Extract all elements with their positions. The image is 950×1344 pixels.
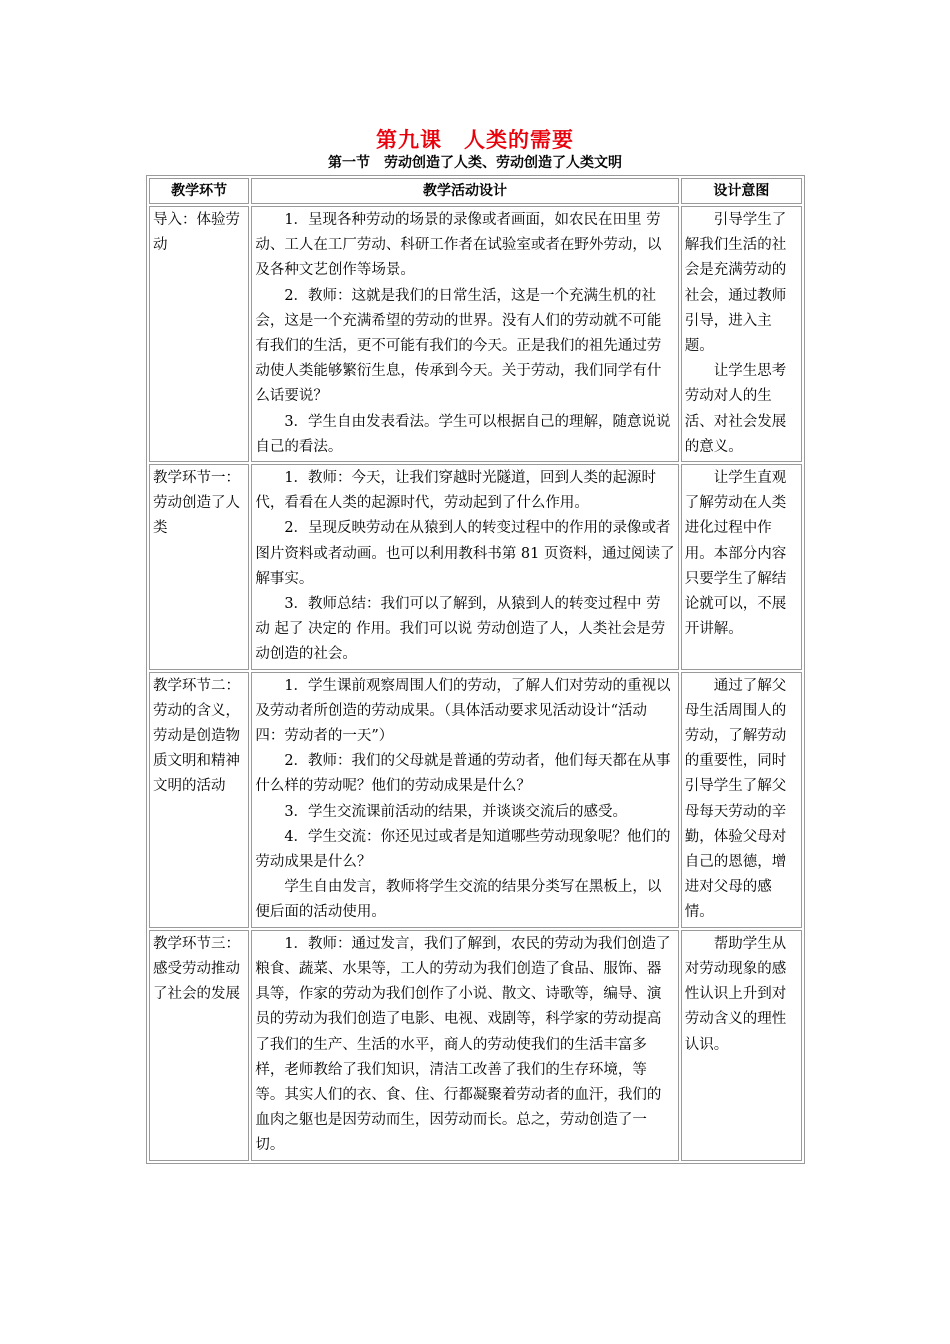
activity-paragraph: 3．学生自由发表看法。学生可以根据自己的理解，随意说说自己的看法。: [255, 413, 671, 455]
header-stage: 教学环节: [149, 178, 249, 204]
activities-cell: [251, 930, 678, 1161]
table-row: [149, 672, 802, 928]
table-header-row: [149, 178, 802, 204]
intent-paragraph: 通过了解父母生活周围人的劳动，了解劳动的重要性，同时引导学生了解父母每天劳动的辛勤，体验父母对自己的恩德，增进对父母的感情。: [684, 677, 787, 921]
activities-cell: [251, 672, 678, 928]
intent-paragraph: 让学生思考劳动对人的生活、对社会发展的意义。: [684, 363, 787, 455]
activity-paragraph: 4．学生交流：你还见过或者是知道哪些劳动现象呢？他们的劳动成果是什么？: [255, 828, 671, 871]
lesson-title: 第九课 人类的需要: [376, 128, 574, 152]
activity-paragraph: 1．教师：今天，让我们穿越时光隧道，回到人类的起源时代，看看在人类的起源时代，劳动起到了什么作用。: [255, 470, 657, 512]
stage-cell: 导入：体验劳动: [149, 206, 249, 462]
intent-cell: [681, 206, 802, 462]
lesson-plan-table: [146, 175, 805, 1164]
section-subtitle: 第一节 劳动创造了人类、劳动创造了人类文明: [328, 155, 622, 171]
activity-paragraph: 2．教师：我们的父母就是普通的劳动者，他们每天都在从事什么样的劳动呢？他们的劳动成果是什么？: [255, 753, 671, 795]
activity-paragraph: 3．教师总结：我们可以了解到，从猿到人的转变过程中 劳动 起了 决定的 作用。我们可以说 劳动创造了人，人类社会是劳动创造的社会。: [255, 596, 666, 663]
stage-cell: 教学环节二：劳动的含义，劳动是创造物质文明和精神文明的活动: [149, 672, 249, 928]
stage-cell: 教学环节一：劳动创造了人类: [149, 464, 249, 670]
activity-paragraph: 1．呈现各种劳动的场景的录像或者画面，如农民在田里 劳动、工人在工厂劳动、科研工作者在试验室或者在野外劳动，以及各种文艺创作等场景。: [255, 212, 662, 279]
stage-cell: 教学环节三：感受劳动推动了社会的发展: [149, 930, 249, 1161]
table-row: [149, 206, 802, 462]
header-activities: 教学活动设计: [251, 178, 678, 204]
activities-cell: [251, 206, 678, 462]
intent-cell: [681, 464, 802, 670]
activity-paragraph: 2．教师：这就是我们的日常生活，这是一个充满生机的社会，这是一个充满希望的劳动的世界。没有人们的劳动就不可能有我们的生活，更不可能有我们的今天。正是我们的祖先通过劳动使人类能够繁衍生息，传承到今天。关于劳动，我们同学有什么话要说？: [255, 287, 662, 405]
activities-cell: [251, 464, 678, 670]
intent-paragraph: 帮助学生从对劳动现象的感性认识上升到对劳动含义的理性认识。: [684, 935, 787, 1053]
table-row: [149, 930, 802, 1161]
activity-paragraph: 1．教师：通过发言，我们了解到，农民的劳动为我们创造了粮食、蔬菜、水果等，工人的劳动为我们创造了食品、服饰、器具等，作家的劳动为我们创作了小说、散文、诗歌等，编导、演员的劳动为我们创造了电影、电视、戏剧等，科学家的劳动提高了我们的生产、生活的水平，商人的劳动使我们的生活丰富多样，老师教给了我们知识，清洁工改善了我们的生存环境，等等。其实人们的衣、食、住、行都凝聚着劳动者的血汗，我们的血肉之躯也是因劳动而生，因劳动而长。总之，劳动创造了一切。: [255, 935, 671, 1154]
intent-cell: [681, 672, 802, 928]
intent-cell: [681, 930, 802, 1161]
activity-paragraph: 3．学生交流课前活动的结果，并谈谈交流后的感受。: [284, 803, 628, 820]
intent-paragraph: 让学生直观了解劳动在人类进化过程中作用。本部分内容只要学生了解结论就可以，不展开讲解。: [684, 470, 787, 638]
activity-paragraph: 2．呈现反映劳动在从猿到人的转变过程中的作用的录像或者图片资料或者动画。也可以利用教科书第 81 页资料，通过阅读了解事实。: [255, 520, 675, 587]
header-intent: 设计意图: [681, 178, 802, 204]
intent-paragraph: 引导学生了解我们生活的社会是充满劳动的社会，通过教师引导，进入主题。: [684, 212, 787, 355]
table-row: [149, 464, 802, 670]
activity-paragraph: 学生自由发言，教师将学生交流的结果分类写在黑板上，以便后面的活动使用。: [255, 879, 662, 921]
activity-paragraph: 1．学生课前观察周围人们的劳动，了解人们对劳动的重视以及劳动者所创造的劳动成果。（具体活动要求见活动设计“活动四：劳动者的一天”）: [255, 677, 671, 745]
